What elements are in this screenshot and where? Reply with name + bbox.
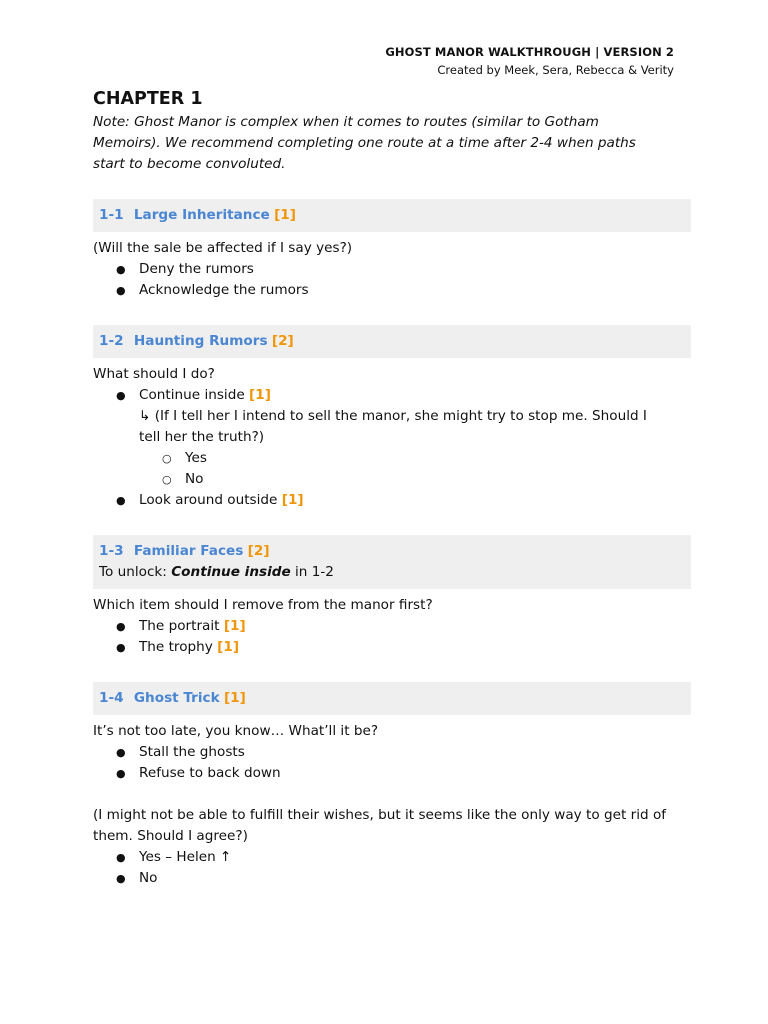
bullet-icon: ● [116, 389, 126, 402]
choice-count-tag: [1] [249, 387, 271, 403]
options-list [93, 742, 691, 784]
section-title: Haunting Rumors [133, 333, 268, 349]
bullet-icon: ● [116, 263, 126, 276]
bullet-icon: ● [116, 284, 126, 297]
section-1-3 [93, 535, 691, 658]
list-item [93, 280, 691, 301]
unlock-requirement [99, 562, 685, 583]
bullet-icon: ● [116, 746, 126, 759]
section-title: Large Inheritance [133, 207, 270, 223]
bullet-icon: ● [116, 620, 126, 633]
list-item [93, 385, 691, 406]
choice-count-tag: [1] [281, 492, 304, 508]
options-list [93, 385, 691, 406]
section-header [93, 535, 691, 589]
section-number: 1-3 [99, 543, 124, 559]
list-item [93, 847, 691, 868]
list-item [93, 868, 691, 889]
sub-options-list [93, 448, 691, 490]
list-item [93, 616, 691, 637]
choice-count-tag: [1] [217, 639, 240, 655]
list-item [93, 469, 691, 490]
option-label: The portrait [139, 618, 220, 634]
list-item [93, 742, 691, 763]
section-header [93, 199, 691, 232]
section-1-1 [93, 199, 691, 301]
list-item [93, 448, 691, 469]
list-item [93, 637, 691, 658]
document-credits: Created by Meek, Sera, Rebecca & Verity [437, 63, 674, 77]
section-number: 1-4 [99, 690, 124, 706]
option-label: Yes [185, 450, 207, 466]
option-label: Yes – Helen ↑ [139, 849, 232, 865]
option-label: Look around outside [139, 492, 278, 508]
document-header [385, 43, 674, 79]
question-text: (Will the sale be affected if I say yes?) [93, 240, 353, 256]
bullet-icon: ● [116, 494, 126, 507]
hollow-bullet-icon: ○ [162, 473, 172, 486]
document-body [93, 86, 691, 889]
unlock-prefix: To unlock: [99, 564, 172, 580]
options-list [93, 259, 691, 301]
choice-count-tag: [1] [223, 690, 246, 706]
option-label: Deny the rumors [139, 261, 254, 277]
options-list [93, 490, 691, 511]
option-label: Refuse to back down [139, 765, 281, 781]
option-label: Continue inside [139, 387, 245, 403]
list-item [93, 259, 691, 280]
question-text: It’s not too late, you know… What’ll it be? [93, 723, 379, 739]
chapter-heading: CHAPTER 1 [93, 89, 203, 109]
option-label: Acknowledge the rumors [139, 282, 309, 298]
bullet-icon: ● [116, 872, 126, 885]
option-label: The trophy [139, 639, 213, 655]
bullet-icon: ● [116, 851, 126, 864]
section-1-4 [93, 682, 691, 889]
section-header [93, 682, 691, 715]
list-item [93, 490, 691, 511]
choice-count-tag: [2] [247, 543, 270, 559]
section-number: 1-2 [99, 333, 124, 349]
document-title: GHOST MANOR WALKTHROUGH | VERSION 2 [385, 45, 674, 59]
route-note: Note: Ghost Manor is complex when it comes to routes (similar to Gotham Memoirs). We recommend completing one route at a time after 2-4 when paths start to become convoluted. [93, 114, 636, 172]
option-label: No [139, 870, 158, 886]
section-header [93, 325, 691, 358]
hollow-bullet-icon: ○ [162, 452, 172, 465]
choice-count-tag: [1] [274, 207, 296, 223]
options-list [93, 847, 691, 889]
option-label: No [185, 471, 204, 487]
choice-count-tag: [1] [223, 618, 246, 634]
section-title: Ghost Trick [133, 690, 220, 706]
options-list [93, 616, 691, 658]
choice-count-tag: [2] [271, 333, 294, 349]
question-text: Which item should I remove from the manor first? [93, 597, 433, 613]
question-text: What should I do? [93, 366, 215, 382]
unlock-condition: Continue inside [171, 564, 291, 580]
question-text: (I might not be able to fulfill their wishes, but it seems like the only way to get rid of them. Should I agree?) [93, 807, 667, 844]
bullet-icon: ● [116, 767, 126, 780]
section-1-2 [93, 325, 691, 511]
unlock-suffix: in 1-2 [290, 564, 334, 580]
section-title: Familiar Faces [133, 543, 244, 559]
list-item [93, 763, 691, 784]
follow-up-question: ↳ (If I tell her I intend to sell the manor, she might try to stop me. Should I tell her the truth?) [139, 408, 647, 445]
bullet-icon: ● [116, 641, 126, 654]
option-label: Stall the ghosts [139, 744, 245, 760]
section-number: 1-1 [99, 207, 124, 223]
